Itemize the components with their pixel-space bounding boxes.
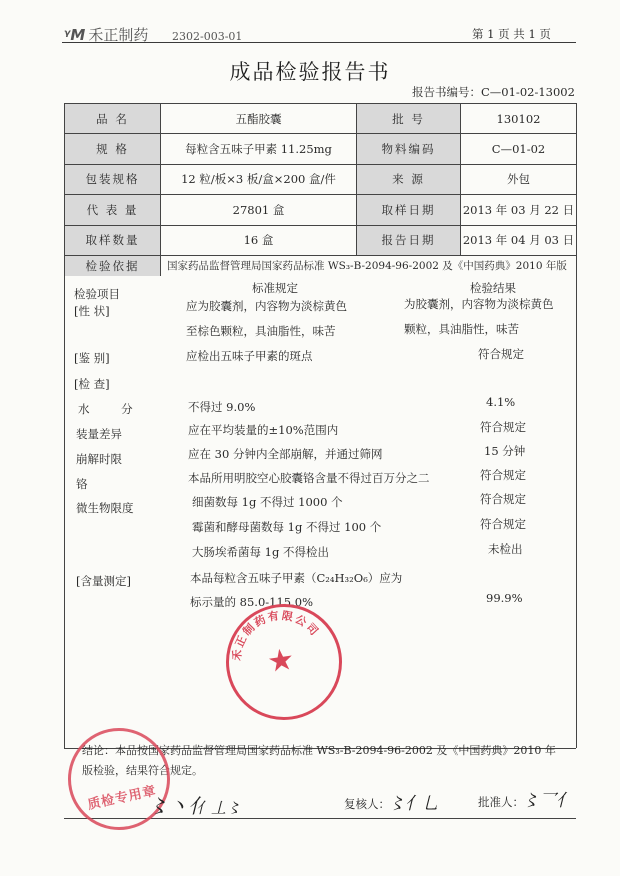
result-item: 崩解时限 [76,452,122,466]
result-item: 水 分 [78,402,147,416]
result-value: 99.9% [486,591,523,605]
report-number: 报告书编号：C—01-02-13002 [412,85,575,99]
result-value: 符合规定 [480,492,526,506]
result-standard: 至棕色颗粒，具油脂性，味苦 [186,324,336,338]
report-date-label: 报告日期 [357,225,461,255]
result-standard: 霉菌和酵母菌数每 1g 不得过 100 个 [192,520,382,534]
reviewer-signature: 〻⺅乚 [388,794,439,814]
info-row [65,104,577,134]
seal-company-name: 禾正制药有限公司 [230,609,322,662]
company-seal [218,596,349,727]
result-value: 符合规定 [478,347,524,361]
info-row [65,164,577,194]
col-standard-header: 标准规定 [252,281,298,295]
spec-value: 每粒含五味子甲素 11.25mg [161,134,357,164]
result-value: 4.1% [486,395,516,409]
result-value: 为胶囊剂，内容物为淡棕黄色 [404,297,554,311]
result-standard: 标示量的 85.0-115.0% [190,595,313,609]
sample-date-value: 2013 年 03 月 22 日 [461,195,577,225]
material-code-label: 物料编码 [357,134,461,164]
result-standard: 细菌数每 1g 不得过 1000 个 [192,495,343,509]
sample-date-label: 取样日期 [357,195,461,225]
result-item: [鉴 别] [74,351,110,365]
results-right-border [576,270,577,748]
seal-ring-text [218,597,342,721]
header-rule [62,42,576,43]
result-standard: 本品每粒含五味子甲素（C₂₄H₃₂O₆）应为 [190,571,403,585]
result-item: [检 查] [74,377,110,391]
quantity-value: 27801 盒 [161,195,357,225]
quantity-label: 代 表 量 [65,195,161,225]
seal-star-icon: ★ [265,641,297,681]
result-value: 符合规定 [480,517,526,531]
product-name-value: 五酯胶囊 [161,104,357,134]
material-code-value: C—01-02 [461,134,577,164]
result-standard: 应检出五味子甲素的斑点 [186,349,313,363]
info-row [65,225,577,255]
package-label: 包装规格 [65,164,161,194]
approver-label: 批准人： [478,795,524,809]
reviewer-label: 复核人： [344,797,390,811]
approver-signature: 〻乛⺅ [522,791,573,811]
document-code: 2302-003-01 [172,30,243,43]
batch-label: 批 号 [357,104,461,134]
inspector-signature: 〻丶⺅ [148,794,208,818]
product-name-label: 品 名 [65,104,161,134]
result-standard: 本品所用明胶空心胶囊铬含量不得过百万分之二 [188,471,430,485]
result-item: 微生物限度 [76,501,134,515]
logo-mark-icon: ᵞM [64,26,86,44]
info-row [65,195,577,225]
result-value: 未检出 [488,542,523,556]
qc-seal [59,719,180,840]
sample-qty-value: 16 盒 [161,225,357,255]
batch-value: 130102 [461,104,577,134]
result-standard: 应在平均装量的±10%范围内 [188,423,339,437]
result-item: [含量测定] [76,574,131,588]
result-value: 颗粒，具油脂性，味苦 [404,322,519,336]
col-result-header: 检验结果 [470,281,516,295]
result-value: 15 分钟 [484,444,526,458]
result-standard: 应在 30 分钟内全部崩解，并通过筛网 [188,447,383,461]
col-item-header: 检验项目 [74,287,120,301]
source-label: 来 源 [357,164,461,194]
package-value: 12 粒/板×3 板/盒×200 盒/件 [161,164,357,194]
basis-value: 国家药品监督管理局国家药品标准 WS₃-B-2094-96-2002 及《中国药典》2010 年版 [161,255,577,276]
report-date-value: 2013 年 04 月 03 日 [461,225,577,255]
info-table [64,103,577,276]
qc-seal-text: 质检专用章 [86,783,158,813]
conclusion-line1: 结论：本品按国家药品监督管理局国家药品标准 WS₃-B-2094-96-2002 及《中国药典》2010 年 [82,744,556,757]
result-value: 符合规定 [480,420,526,434]
result-item: 装量差异 [76,427,122,441]
conclusion-line2: 版检验，结果符合规定。 [82,764,203,777]
inspector-signature-2: ⺅丄〻 [196,799,242,817]
info-row [65,134,577,164]
basis-label: 检验依据 [65,255,161,276]
result-item: [性 状] [74,304,110,318]
result-item: 铬 [76,477,88,491]
report-title: 成品检验报告书 [229,60,391,84]
page-info: 第 1 页 共 1 页 [472,27,551,41]
result-standard: 大肠埃希菌每 1g 不得检出 [192,545,329,559]
results-left-border [64,270,65,748]
spec-label: 规 格 [65,134,161,164]
basis-row [65,255,577,276]
sample-qty-label: 取样数量 [65,225,161,255]
logo-text: 禾正制药 [88,26,149,44]
result-standard: 不得过 9.0% [188,400,256,414]
result-standard: 应为胶囊剂，内容物为淡棕黄色 [186,299,347,313]
source-value: 外包 [461,164,577,194]
result-value: 符合规定 [480,468,526,482]
